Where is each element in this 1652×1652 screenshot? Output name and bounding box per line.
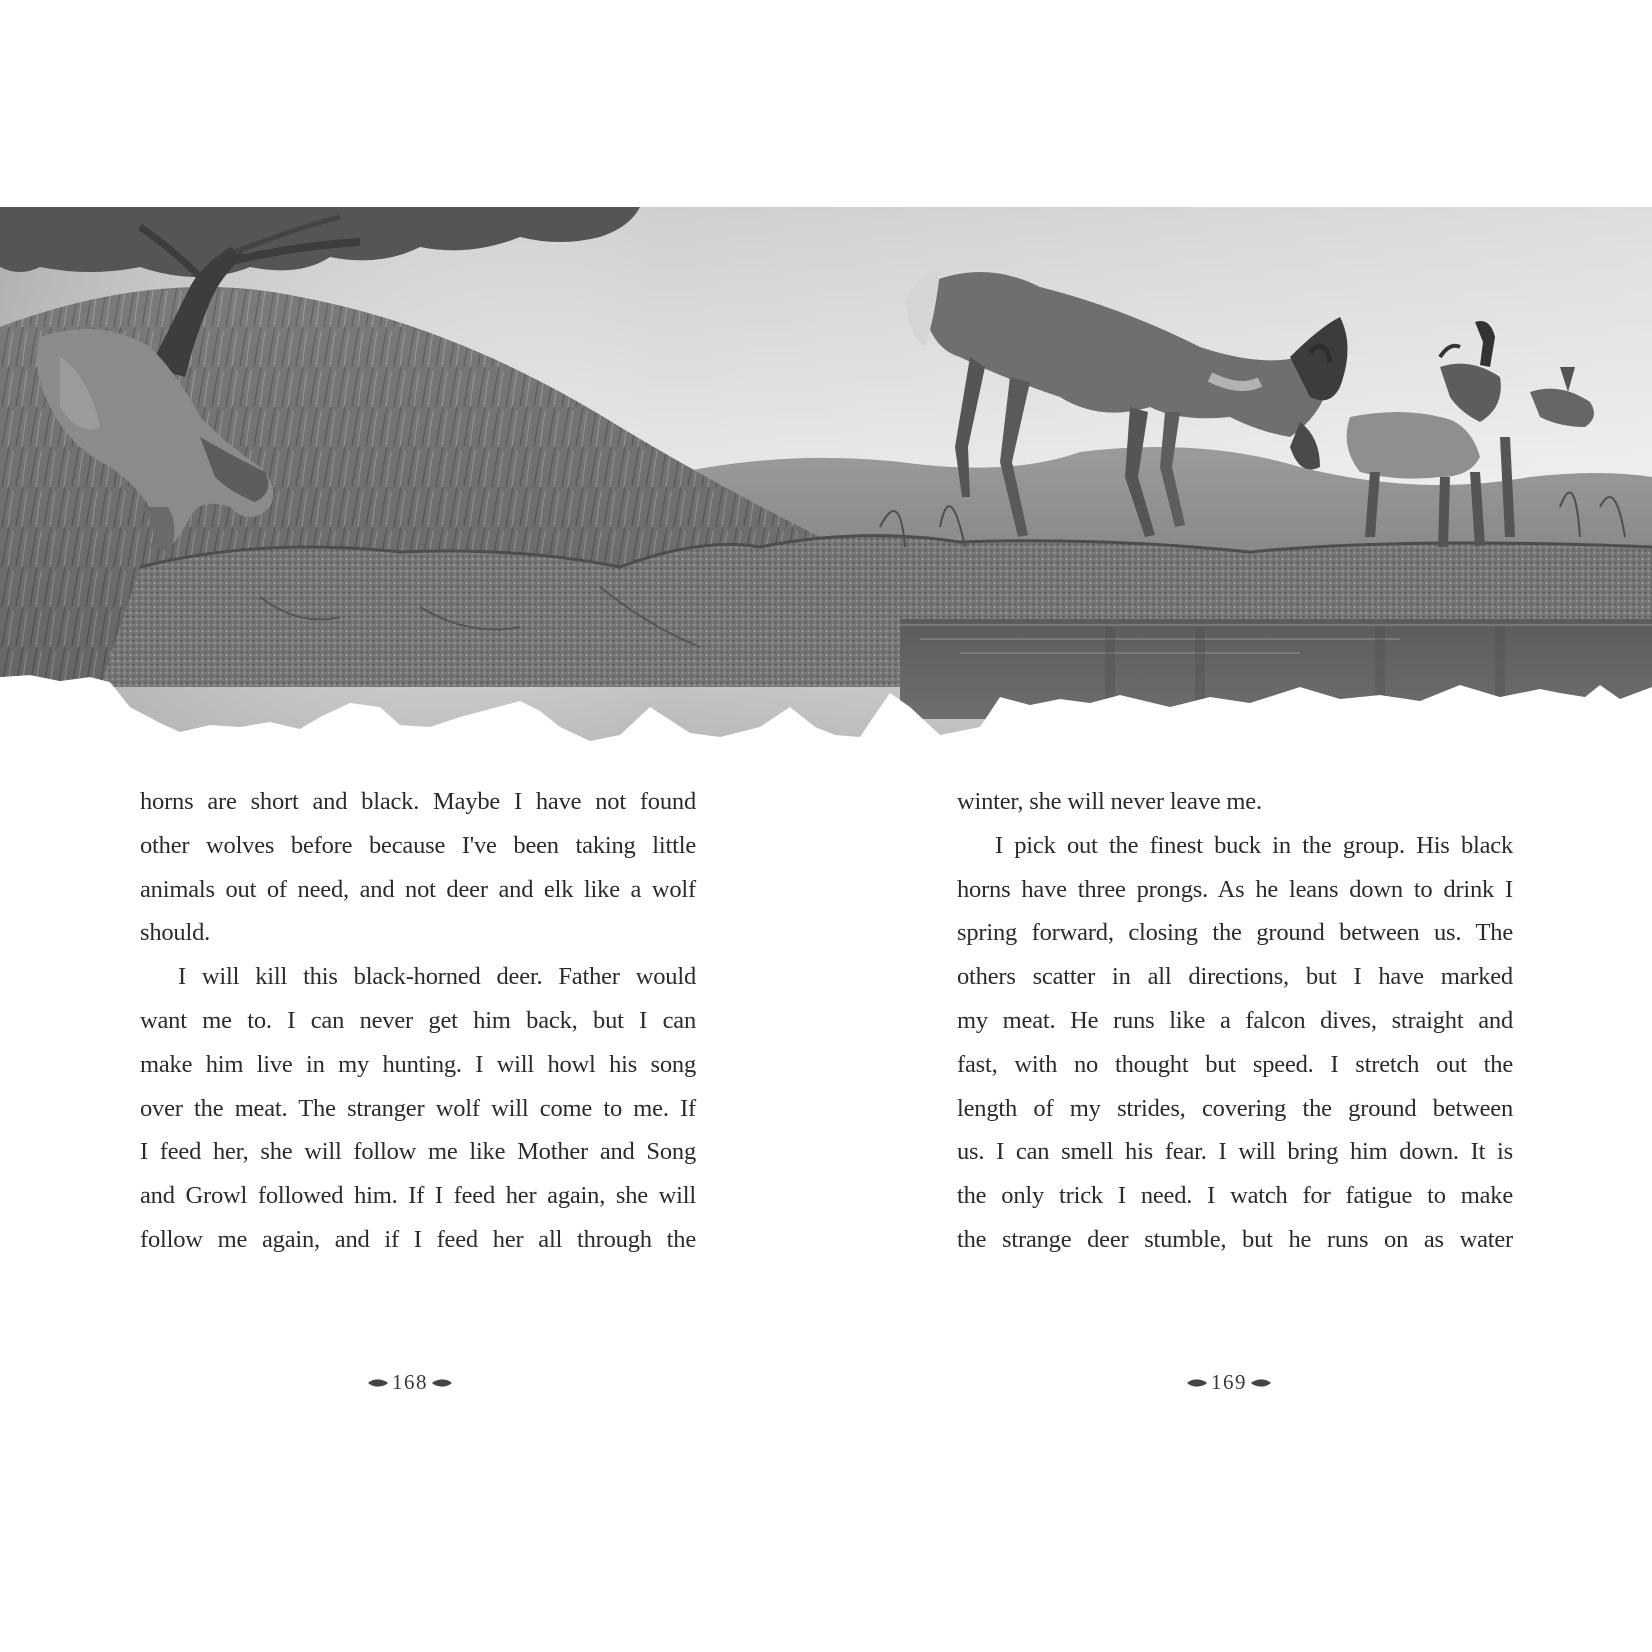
text-line: I pick out the finest buck in the group. His black [995,831,1513,859]
text-line: want me to. I can never get him back, but I can [140,1006,696,1034]
text-line: the strange deer stumble, but he runs on as water [957,1225,1513,1253]
text-line: fast, with no thought but speed. I stretch out the [957,1050,1513,1078]
text-line: other wolves before because I've been taking little [140,831,696,859]
text-line: the only trick I need. I watch for fatigue to make [957,1182,1513,1210]
page-number-left [368,1370,452,1395]
text-line: us. I can smell his fear. I will bring him down. It is [957,1138,1513,1166]
text-line: spring forward, closing the ground between us. The [957,919,1513,947]
leaf-ornament-icon [1251,1378,1271,1388]
paragraph [957,780,1513,824]
text-line: I will kill this black-horned deer. Father would [178,963,696,991]
spread-illustration [0,207,1652,762]
text-line: horns are short and black. Maybe I have not found [140,788,696,815]
right-page-text [957,780,1513,1262]
page-number-right [1187,1370,1271,1395]
text-line: follow me again, and if I feed her all through the [140,1225,696,1253]
text-line: make him live in my hunting. I will howl his song [140,1050,696,1078]
leaf-ornament-icon [1187,1378,1207,1388]
text-line: my meat. He runs like a falcon dives, straight and [957,1006,1513,1034]
illustration-canvas [0,207,1652,762]
text-line: over the meat. The stranger wolf will come to me. If [140,1094,696,1122]
leaf-ornament-icon [368,1378,388,1388]
page-number: 169 [1211,1370,1247,1394]
pond [900,619,1652,719]
paragraph [140,780,696,955]
leaf-ornament-icon [432,1378,452,1388]
text-line: horns have three prongs. As he leans down to drink I [957,875,1513,903]
left-page-text [140,780,696,1262]
paragraph [957,824,1513,1262]
page-number: 168 [392,1370,428,1394]
text-line: animals out of need, and not deer and elk like a wolf [140,875,696,903]
text-line: should. [140,919,211,947]
text-line: others scatter in all directions, but I have marked [957,963,1513,991]
text-line: length of my strides, covering the ground between [957,1094,1513,1122]
text-line: and Growl followed him. If I feed her again, she will [140,1182,696,1210]
text-line: I feed her, she will follow me like Mother and Song [140,1138,696,1166]
text-line: winter, she will never leave me. [957,788,1262,815]
paragraph [140,955,696,1262]
